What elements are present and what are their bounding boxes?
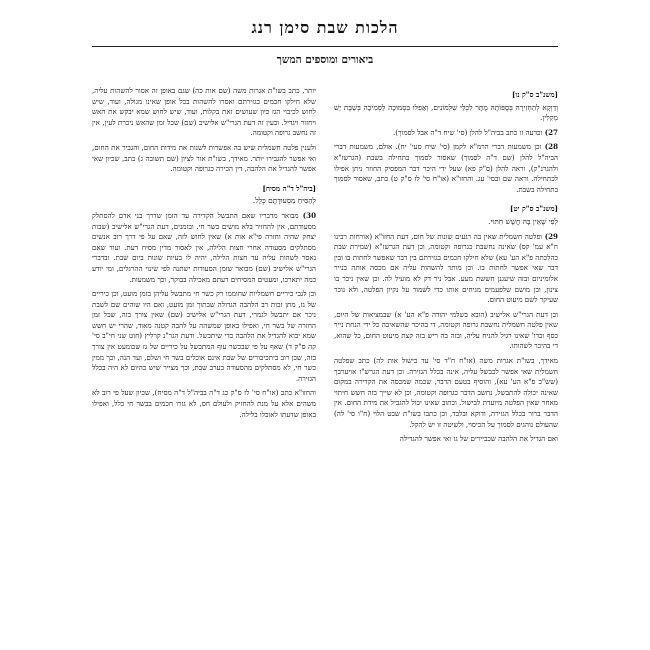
quoted-lemma: וְדַוְקָא לְהַחְזִירָהּ בְּסֻפּוֹתָהּ מֻתָּר לִכְלֵי שִׁלְמוֹנִים, וְאַפִלּוּ בִּסְמוּכָה לַסְּמִיכָה בְּשַׁבָּת יֵשׁ מְקִלִּין. [334,102,558,123]
paragraph-text: והחזו"א כתב (או"ח סי' לז ס"ק כג ד"ה בביה"ל ד"ה מסיח), שכיון שעל פי רוב לא משהים אלא על מנת להחזיק ולעולם חס, לא גזרו חכמים בבשר חי כלל, ואפילו באופן שדעתו לאוכלו בלילה. [92,388,316,419]
commentary-paragraph [334,128,558,139]
section-title: ביאורים ומוספים המשך [276,54,374,66]
running-head: הלכות שבת סימן רנג [251,18,399,37]
paragraph-text: וכן דעת הגרי"ש אלישיב (הובא בשלמי יהודה פ"א הע' א) שבמציאות של היום, שאין פלטה חשמלית נחשבת גרופה וקטומה, די בהיכר שהשאיבה כל ידי הנחת נייר כסף וכדו' שאינו רגיל להניח עליה, ובזה בה ריש בזה קצת מיעוט החום, כל שהוא, די בהיכר לשהותו. [334,309,558,351]
right-column [334,86,558,586]
paragraph-text: וכן משמעות דברי הרמ"א לקמן (סי' שיח סעי' יח). אולם, משמעות דברי הביה"ל להלן (שם ד"ה לסמוך) שאסור לסמוך בתחילה בשבת (הגרשז"א ולהגרנ"ק), וראה להלן (ס"ק פא) שעל ידי היכר דבר המפסיק החוזר ניתן אפילו לכתחילה. וראה שם ובסי' עג. והחזו"א (או"ח סי' לז ס"ק ט) כתב, שאסור לסמוך בתחילה בשבת. [334,142,558,194]
quoted-lemma: לְהַסִּיחַ מִסְעוּדָתָם כְּלָל. [252,196,316,206]
paragraph-text: יותר, כתב בשו"ת אגרות משה (שם אות כה) שגם באופן זה אסור להשהות עליה, שלא חילקו חכמים בגזירתם ואסרו להשהות בכל אופן שאינו מגולה, ועוד, שיש לחוש לכיבוי הגז כיון שעושים זאת בקלות, ועוד, שיש לחוש שמא יבקש את האש ויחזור ויגדיל. וכעין זה דעת הגרי"ש אלישיב (שם) שכל זמן שהאש ניכרת לעין, אין זה נחשב גרופה וקטומה. [92,86,316,138]
left-column [92,86,316,586]
commentary-paragraph [334,142,558,195]
commentary-paragraph [334,356,558,430]
note-number: 30) [298,210,316,220]
paragraph-text: ואם הגדיל את הלהבה שכביירים של גז ואי אפשר להגדילה [399,434,558,444]
paragraph-text: מבואר מדבריו שאם התבשל הקדירה עד הזמן שדרך בני אדם להסתלק מסעודתם, אין להחזיר בלא מושים בשר חי. ובזמנים, דעת הגרי"ש אלישיב (שבות יצחק שהיה וחזרה פי"א אות א) שאין לחוש לזה, שאם על פי דרך רוב אנשים מסתלקים מסעודה אחרי חצות הלילה, אין לאסור מדין מסיח דעת. ועוד שאם נאסר לשהות עליה עד חצות הלילה, יהיה לו בעיות שונות ביום שבת. ובדברי הגרי"ש אלישיב (שם) מבואר שזמן הסעודות ישתנה לפי שינוי ההרגלים, ומי יודע כמה יתארכו, ומעטים המסיחים דעתם מאכילה בבוקר, וכך משמעות. [92,210,316,284]
commentary-paragraph [92,211,316,285]
commentary-paragraph [92,143,316,175]
paragraph-text: ולענין פלטה חשמלית שיש בה אפשרות לשנות את מידות החום, והגביר את החום, ואי אפשר להגבירו יותר. מאידך, בשו"ת אור לציון (שם תשובה ג) כתב, שכיון שאי אפשר להגדיל את הלהבה, דין הכירה כגרופה וקטומה. [92,142,316,174]
note-number: 28) [541,142,558,152]
paragraph-text: וכן לגבי כיריים חשמליות שחוממו רק כשר חי מתבשל עליהן בזמן מועט, וכן כיריים של גז, מתן זכות רב הלהבה הגדולה שבתוך זמן מועט, ואם היו שוהים שם לשבת ניכר אם יתבשל לגמרי, דעת הגרי"ש אלישיב (שם) שאין צורך בזה, שכל זמן החזרה של בשר חי, ואפילו באופן שמשהה על להבה קטנה מאוד, שהרי יש חשש שמא יבוא להגדיל את הלהבה כדי שיתבשל. ודעת הגר"נ קרליץ (חוט שני חי"ב סי' קה ס"ק ד) שאף על פי שבכשר עוף המתבשל על כיריים של גז שכומעט אין צורך בזה, שכן רוב ביתכיבורים של שבת אינם אוכלים בשר חי ושלם, ועד הנה, וכך ממין כשר חי, לא מסתלקים מהסעודה בערב שבת, וכך מצייר שיש כהיום לא היה בכלל הגזירה. [92,289,316,383]
commentary-paragraph [334,310,558,352]
commentary-heading: [משנ"ב ס"ק נו] [512,90,558,99]
commentary-paragraph [334,434,558,445]
commentary-paragraph [334,232,558,306]
paragraph-text: וכדעה זו כתב בביה"ל להלן (סי' שיח ד"ה אבל לסמוך). [393,127,543,137]
commentary-heading: [ביה"ל ד"ה מסיח] [262,183,316,193]
commentary-paragraph [92,86,316,139]
header-rule [92,46,558,47]
quoted-lemma: לְפִי שֶׁאֵין בָּהּ חֲשָׁשׁ חִתּוּי. [488,216,558,226]
note-number: 27) [542,127,558,137]
note-number: 29) [542,231,558,241]
paragraph-text: ופלטה חשמלית שאין בה רגעים שונות של חום, דעת החזו"א (אורחות רבינו ח"א עמ' קס) שאינה נחשבת כגרופה וקטומה, וכן דעת הגרשז"א (שמירת שבת כהלכתה פ"א הע' עא) שלא חילקו חכמים בגזירתם בין דבר שאפשר לחתות בו ובין דבר שאי אפשר לחתות בו. וכן מותר להשהות עליה אם מכסה אותה בנייר אלומיניום ובזה שיעגנן חששת מעע. אבל ניר דק לא מועיל לה. וכן שאין ניכר בו צינון, ובן מושם שלפעמים מגיחים אותו כדי לשמור על נקיון הפלטה, ולא נוכר שעיקר לשם מיעוט החום. [334,231,558,305]
commentary-paragraph [92,289,316,384]
commentary-paragraph [92,388,316,420]
paragraph-text: מאידך, בשו"ת אגרות משה (או"ח ח"ד סי' עד בישול אות לה) כתב שפלטה חשמלית שאי אפשר לכבשל עליה, אינה בכלל הגזירה. וכן דעת הגרש"ז אויערבך (שש"כ פ"א הע' עא), והוסיף בטעם הדבר, שכמה שמכסה את הקדירה במקום שאינה יכולה להתבשל, נחשב הדבר כגרופה וקטומה, וכן לא שייך בזה חשש חיתוי מאחר שאין הפלטה מיועדת לבישול. וכתוב שאינו יכול להגביל את מידת החום. אין הדבר ברור בכלל הגזירה, ודוקא ובלבד, וכן כתבו בשו"ת שבט הלוי (ח"ו סי' לה) שהעולם נוהגים לסמוך על הכיסוי, ולשיטה זו יש להקל. [334,356,558,429]
commentary-heading: [משנ"ב ס"ק יט] [510,204,558,214]
